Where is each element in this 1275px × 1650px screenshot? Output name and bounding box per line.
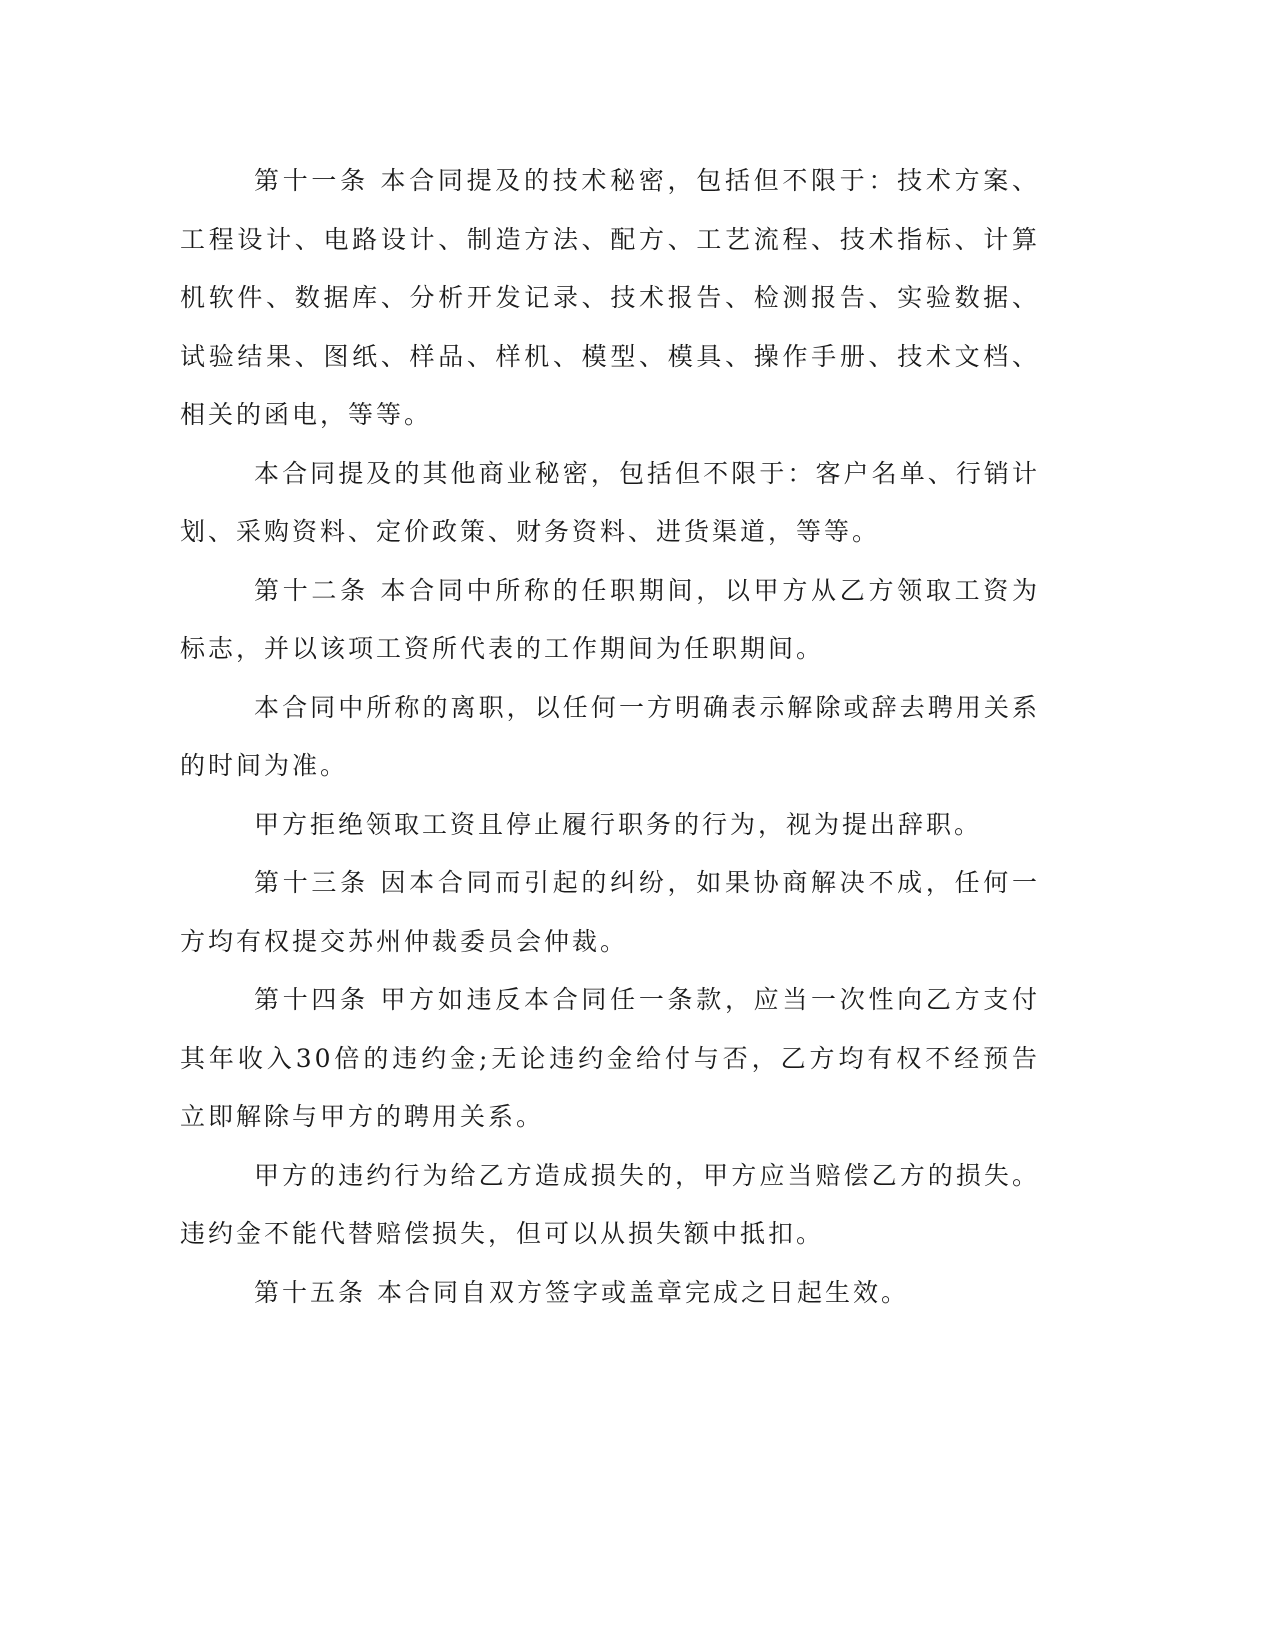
clause-15-paragraph: 第十五条 本合同自双方签字或盖章完成之日起生效。 — [254, 1277, 909, 1307]
damages-paragraph: 甲方的违约行为给乙方造成损失的，甲方应当赔偿乙方的损失。违约金不能代替赔偿损失，但可以从损失额中抵扣。 — [180, 1160, 1040, 1248]
resignation-conduct-paragraph: 甲方拒绝领取工资且停止履行职务的行为，视为提出辞职。 — [254, 809, 983, 839]
clause-11-paragraph: 第十一条 本合同提及的技术秘密，包括但不限于：技术方案、工程设计、电路设计、制造方法、配方、工艺流程、技术指标、计算机软件、数据库、分析开发记录、技术报告、检测报告、实验数据、试验结果、图纸、样品、样机、模型、模具、操作手册、技术文档、相关的函电，等等。 — [180, 166, 1040, 429]
clause-12-paragraph: 第十二条 本合同中所称的任职期间，以甲方从乙方领取工资为标志，并以该项工资所代表的工作期间为任职期间。 — [180, 575, 1040, 663]
document-body — [180, 152, 1040, 1322]
clause-13-paragraph: 第十三条 因本合同而引起的纠纷，如果协商解决不成，任何一方均有权提交苏州仲裁委员会仲裁。 — [180, 868, 1040, 956]
resignation-definition-paragraph: 本合同中所称的离职，以任何一方明确表示解除或辞去聘用关系的时间为准。 — [180, 692, 1040, 780]
clause-14-paragraph: 第十四条 甲方如违反本合同任一条款，应当一次性向乙方支付其年收入30倍的违约金;无论违约金给付与否，乙方均有权不经预告立即解除与甲方的聘用关系。 — [180, 985, 1040, 1131]
trade-secrets-paragraph: 本合同提及的其他商业秘密，包括但不限于：客户名单、行销计划、采购资料、定价政策、财务资料、进货渠道，等等。 — [180, 458, 1040, 546]
